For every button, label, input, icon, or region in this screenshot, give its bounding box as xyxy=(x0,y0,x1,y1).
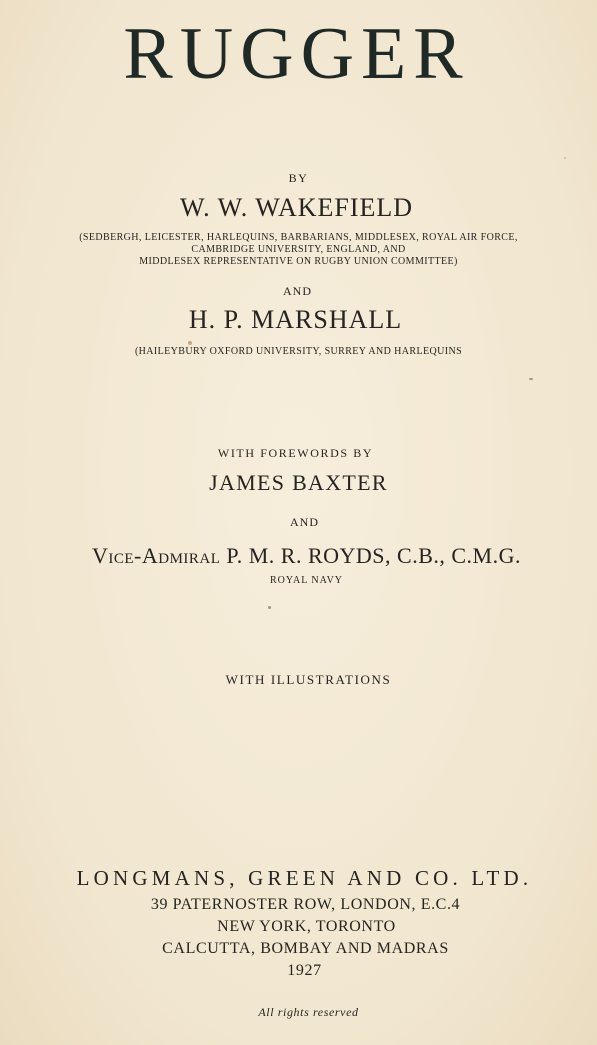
and-label: AND xyxy=(290,515,319,529)
publisher-address: 39 PATERNOSTER ROW, LONDON, E.C.4 xyxy=(150,896,461,913)
paper-speck xyxy=(268,606,271,609)
rank-label: Vice-Admiral xyxy=(91,543,221,568)
and-label: AND xyxy=(283,284,312,298)
publisher-cities: NEW YORK, TORONTO xyxy=(217,918,396,935)
foreword-author-baxter: JAMES BAXTER xyxy=(209,470,388,495)
publication-year: 1927 xyxy=(287,962,322,979)
illustrations-note: WITH ILLUSTRATIONS xyxy=(225,672,392,687)
paper-speck xyxy=(564,157,566,159)
publisher-name: LONGMANS, GREEN AND CO. LTD. xyxy=(76,866,533,890)
author-credentials-line: (HAILEYBURY OXFORD UNIVERSITY, SURREY AND HARLEQUINS xyxy=(134,346,463,357)
royds-name: P. M. R. ROYDS, C.B., C.M.G. xyxy=(226,543,521,568)
rights-notice: All rights reserved xyxy=(258,1005,359,1019)
paper-speck xyxy=(529,378,533,380)
publisher-cities: CALCUTTA, BOMBAY AND MADRAS xyxy=(162,940,449,957)
author-name-marshall: H. P. MARSHALL xyxy=(188,305,403,334)
book-title: RUGGER xyxy=(123,13,470,95)
service-label: ROYAL NAVY xyxy=(269,575,344,586)
forewords-heading: WITH FOREWORDS BY xyxy=(217,446,374,460)
by-label: BY xyxy=(288,171,309,185)
foreword-author-royds xyxy=(8,543,597,569)
author-credentials-line: (SEDBERGH, LEICESTER, HARLEQUINS, BARBARIANS, MIDDLESEX, ROYAL AIR FORCE, xyxy=(79,232,518,243)
author-credentials-line: MIDDLESEX REPRESENTATIVE ON RUGBY UNION COMMITTEE) xyxy=(139,256,458,267)
paper-speck xyxy=(188,341,192,345)
author-name-wakefield: W. W. WAKEFIELD xyxy=(179,193,414,222)
author-credentials-line: CAMBRIDGE UNIVERSITY, ENGLAND, AND xyxy=(191,244,406,255)
